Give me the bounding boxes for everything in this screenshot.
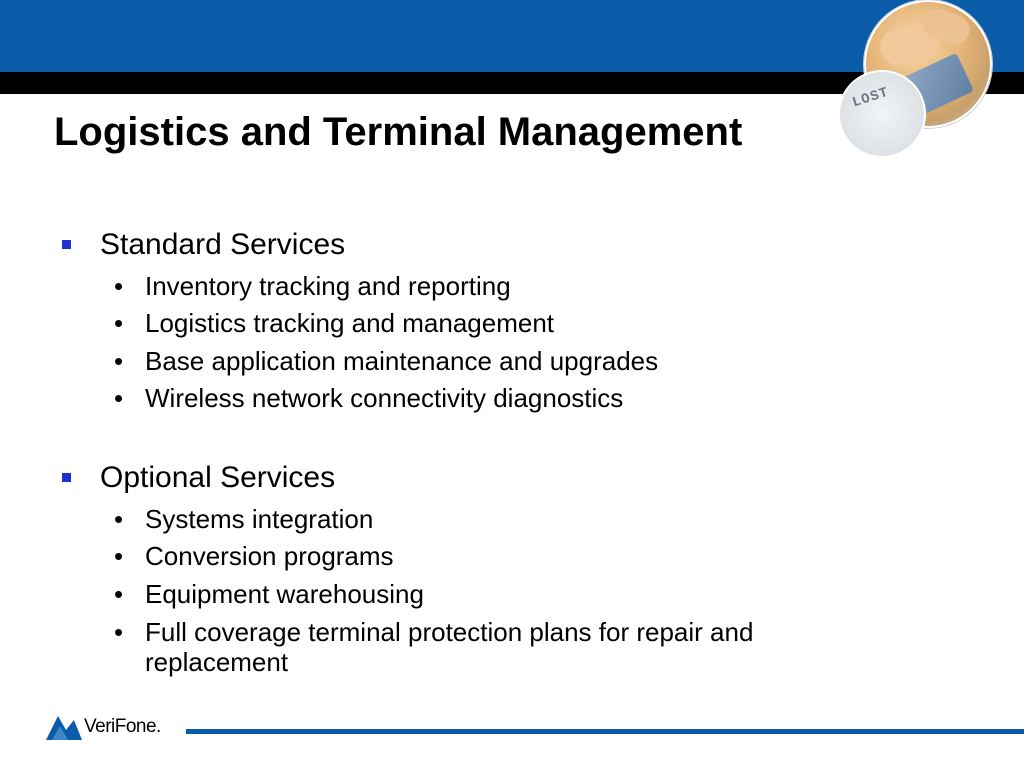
logo-text: VeriFone.: [84, 716, 161, 737]
bullet-dot-icon: •: [114, 617, 124, 647]
slide-title: Logistics and Terminal Management: [54, 110, 743, 154]
bullet-dot-icon: •: [114, 504, 124, 534]
bullet-dot-icon: •: [114, 346, 124, 376]
bullet-dot-icon: •: [114, 383, 124, 413]
verifone-logo-icon: [44, 712, 84, 742]
bullet-dot-icon: •: [114, 541, 124, 571]
bullet-dot-icon: •: [114, 579, 124, 609]
bullet-dot-icon: •: [114, 271, 124, 301]
verifone-logo: [44, 710, 174, 742]
footer-rule: [186, 729, 1024, 734]
square-bullet-icon: [62, 473, 71, 482]
square-bullet-icon: [62, 240, 71, 249]
receipt-photo-image: LOST: [838, 70, 926, 158]
bullet-dot-icon: •: [114, 308, 124, 338]
